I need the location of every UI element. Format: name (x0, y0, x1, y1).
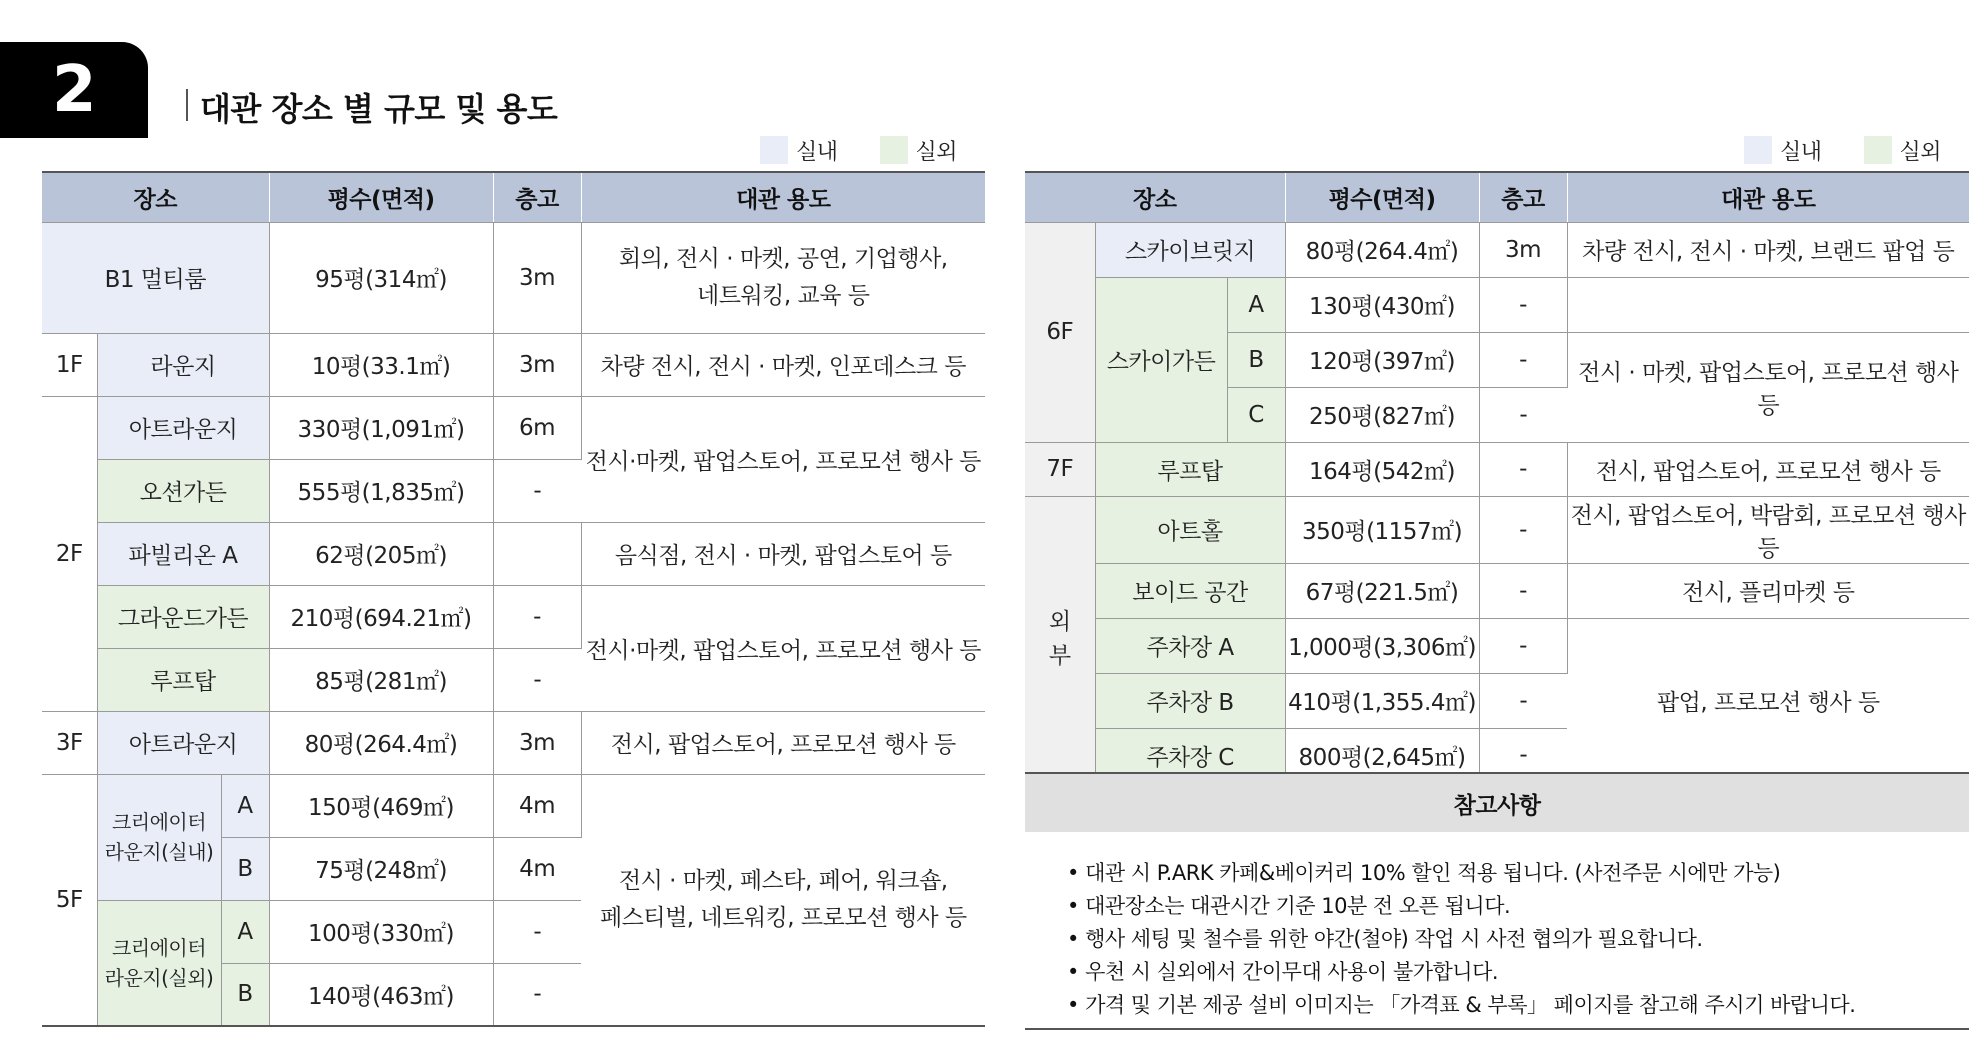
area-cell: 140평(463㎡) (269, 963, 493, 1026)
usage-cell: 전시, 플리마켓 등 (1567, 563, 1969, 618)
height-cell: 3m (1479, 222, 1567, 277)
area-cell: 100평(330㎡) (269, 900, 493, 963)
place-cell: 아트홀 (1095, 496, 1285, 563)
legend-indoor-label: 실내 (1780, 139, 1822, 165)
height-cell: - (493, 585, 581, 648)
height-cell: - (1479, 618, 1567, 673)
height-cell: 6m (493, 396, 581, 459)
table-row (42, 222, 985, 333)
height-cell: 4m (493, 774, 581, 837)
table-row (1025, 442, 1969, 496)
area-cell: 210평(694.21㎡) (269, 585, 493, 648)
table-row (42, 522, 985, 585)
legend-indoor-label: 실내 (796, 139, 838, 165)
note-item: • 행사 세팅 및 철수를 위한 야간(철야) 작업 시 사전 협의가 필요합니다. (1067, 923, 1969, 956)
sub-cell: A (221, 774, 269, 837)
usage-cell: 음식점, 전시 · 마켓, 팝업스토어 등 (581, 522, 985, 585)
area-cell: 1,000평(3,306㎡) (1285, 618, 1479, 673)
sub-cell: C (1227, 387, 1285, 442)
height-cell: - (1479, 673, 1567, 728)
area-cell: 120평(397㎡) (1285, 332, 1479, 387)
usage-line: 페스티벌, 네트워킹, 프로모션 행사 등 (599, 904, 967, 931)
area-cell: 330평(1,091㎡) (269, 396, 493, 459)
area-cell: 150평(469㎡) (269, 774, 493, 837)
table-header-row (1025, 172, 1969, 222)
legend-indoor-swatch (760, 136, 788, 164)
legend-left (760, 136, 957, 164)
outside-label-line: 부 (1048, 643, 1071, 670)
table-row (42, 396, 985, 459)
place-cell: 스카이브릿지 (1095, 222, 1285, 277)
note-item: • 가격 및 기본 제공 설비 이미지는 「가격표 & 부록」 페이지를 참고해 주시기 바랍니다. (1067, 989, 1969, 1022)
floor-cell: 6F (1025, 222, 1095, 442)
area-cell: 95평(314㎡) (269, 222, 493, 333)
height-cell: 3m (493, 711, 581, 774)
usage-line: 네트워킹, 교육 등 (697, 282, 870, 309)
legend-outdoor-swatch (880, 136, 908, 164)
outside-label-line: 외 (1048, 609, 1071, 636)
legend-outdoor-label: 실외 (1899, 139, 1942, 165)
usage-cell: 전시, 팝업스토어, 프로모션 행사 등 (581, 711, 985, 774)
table-row (1025, 563, 1969, 618)
floor-cell: 7F (1025, 442, 1095, 496)
place-cell: 스카이가든 (1095, 277, 1227, 442)
place-cell: 오션가든 (97, 459, 269, 522)
usage-cell-empty (1567, 277, 1969, 332)
usage-cell (581, 222, 985, 333)
col-height: 층고 (493, 172, 581, 222)
place-cell: 아트라운지 (97, 711, 269, 774)
height-cell: - (493, 648, 581, 711)
area-cell: 555평(1,835㎡) (269, 459, 493, 522)
notes-section (1025, 772, 1969, 1030)
area-cell: 130평(430㎡) (1285, 277, 1479, 332)
place-cell: 그라운드가든 (97, 585, 269, 648)
area-cell: 62평(205㎡) (269, 522, 493, 585)
usage-cell: 팝업, 프로모션 행사 등 (1567, 618, 1969, 783)
note-item: • 대관장소는 대관시간 기준 10분 전 오픈 됩니다. (1067, 890, 1969, 923)
height-cell: 3m (493, 333, 581, 396)
usage-line: 전시 · 마켓, 페스타, 페어, 워크숍, (618, 867, 948, 894)
legend-right (1744, 136, 1941, 164)
note-item: • 대관 시 P.ARK 카페&베이커리 10% 할인 적용 됩니다. (사전주문 시에만 가능) (1067, 857, 1969, 890)
usage-line: 회의, 전시 · 마켓, 공연, 기업행사, (618, 245, 948, 272)
place-cell: 루프탑 (1095, 442, 1285, 496)
usage-cell: 전시, 팝업스토어, 프로모션 행사 등 (1567, 442, 1969, 496)
floor-cell: 5F (42, 774, 97, 1026)
usage-cell (581, 774, 985, 1026)
table-row (42, 333, 985, 396)
table-row (42, 585, 985, 648)
usage-cell: 전시·마켓, 팝업스토어, 프로모션 행사 등 (581, 585, 985, 711)
right-venue-table (1025, 171, 1969, 784)
place-cell: 파빌리온 A (97, 522, 269, 585)
sub-cell: B (221, 837, 269, 900)
place-cell (97, 774, 221, 900)
place-cell: 보이드 공간 (1095, 563, 1285, 618)
area-cell: 410평(1,355.4㎡) (1285, 673, 1479, 728)
left-venue-table (42, 171, 985, 1027)
height-cell: - (1479, 387, 1567, 442)
place-cell (97, 900, 221, 1026)
place-line: 라운지(실내) (104, 840, 214, 864)
usage-cell: 차량 전시, 전시 · 마켓, 인포데스크 등 (581, 333, 985, 396)
place-b1: B1 멀티룸 (42, 222, 269, 333)
table-row (42, 711, 985, 774)
col-place: 장소 (42, 172, 269, 222)
area-cell: 800평(2,645㎡) (1285, 728, 1479, 783)
height-cell (493, 522, 581, 585)
table-row (1025, 618, 1969, 673)
area-cell: 80평(264.4㎡) (1285, 222, 1479, 277)
height-cell: - (493, 900, 581, 963)
height-cell: - (1479, 496, 1567, 563)
area-cell: 250평(827㎡) (1285, 387, 1479, 442)
table-row (42, 774, 985, 837)
area-cell: 164평(542㎡) (1285, 442, 1479, 496)
place-line: 크리에이터 (111, 935, 207, 960)
height-cell: - (1479, 332, 1567, 387)
height-cell: - (493, 963, 581, 1026)
area-cell: 80평(264.4㎡) (269, 711, 493, 774)
height-cell: - (1479, 277, 1567, 332)
table-row (1025, 277, 1969, 332)
usage-cell: 전시 · 마켓, 팝업스토어, 프로모션 행사 등 (1567, 332, 1969, 442)
col-usage: 대관 용도 (1567, 172, 1969, 222)
place-cell: 루프탑 (97, 648, 269, 711)
sub-cell: B (1227, 332, 1285, 387)
sub-cell: A (221, 900, 269, 963)
height-cell: - (493, 459, 581, 522)
height-cell: 4m (493, 837, 581, 900)
table-row (1025, 496, 1969, 563)
notes-list (1025, 832, 1969, 1022)
place-cell: 주차장 C (1095, 728, 1285, 783)
legend-outdoor-label: 실외 (915, 139, 958, 165)
area-cell: 67평(221.5㎡) (1285, 563, 1479, 618)
col-place: 장소 (1025, 172, 1285, 222)
page-title: 대관 장소 별 규모 및 용도 (200, 90, 558, 128)
place-cell: 아트라운지 (97, 396, 269, 459)
place-cell: 주차장 A (1095, 618, 1285, 673)
table-header-row (42, 172, 985, 222)
area-cell: 75평(248㎡) (269, 837, 493, 900)
place-cell: 주차장 B (1095, 673, 1285, 728)
usage-cell: 전시·마켓, 팝업스토어, 프로모션 행사 등 (581, 396, 985, 522)
place-cell: 라운지 (97, 333, 269, 396)
legend-outdoor-swatch (1864, 136, 1892, 164)
height-cell: - (1479, 728, 1567, 783)
place-line: 크리에이터 (111, 810, 207, 834)
notes-title: 참고사항 (1025, 772, 1969, 832)
title-divider (186, 89, 188, 121)
area-cell: 10평(33.1㎡) (269, 333, 493, 396)
height-cell: 3m (493, 222, 581, 333)
col-usage: 대관 용도 (581, 172, 985, 222)
note-item: • 우천 시 실외에서 간이무대 사용이 불가합니다. (1067, 956, 1969, 989)
legend-indoor-swatch (1744, 136, 1772, 164)
area-cell: 350평(1157㎡) (1285, 496, 1479, 563)
usage-cell: 전시, 팝업스토어, 박람회, 프로모션 행사 등 (1567, 496, 1969, 563)
col-height: 층고 (1479, 172, 1567, 222)
height-cell: - (1479, 442, 1567, 496)
floor-cell: 2F (42, 396, 97, 711)
section-number: 2 (51, 53, 97, 127)
col-area: 평수(면적) (269, 172, 493, 222)
floor-cell-outside (1025, 496, 1095, 783)
sub-cell: B (221, 963, 269, 1026)
usage-cell: 차량 전시, 전시 · 마켓, 브랜드 팝업 등 (1567, 222, 1969, 277)
height-cell: - (1479, 563, 1567, 618)
table-row (1025, 222, 1969, 277)
place-line: 라운지(실외) (104, 965, 214, 990)
area-cell: 85평(281㎡) (269, 648, 493, 711)
floor-cell: 3F (42, 711, 97, 774)
section-number-badge (0, 42, 148, 138)
col-area: 평수(면적) (1285, 172, 1479, 222)
floor-cell: 1F (42, 333, 97, 396)
sub-cell: A (1227, 277, 1285, 332)
